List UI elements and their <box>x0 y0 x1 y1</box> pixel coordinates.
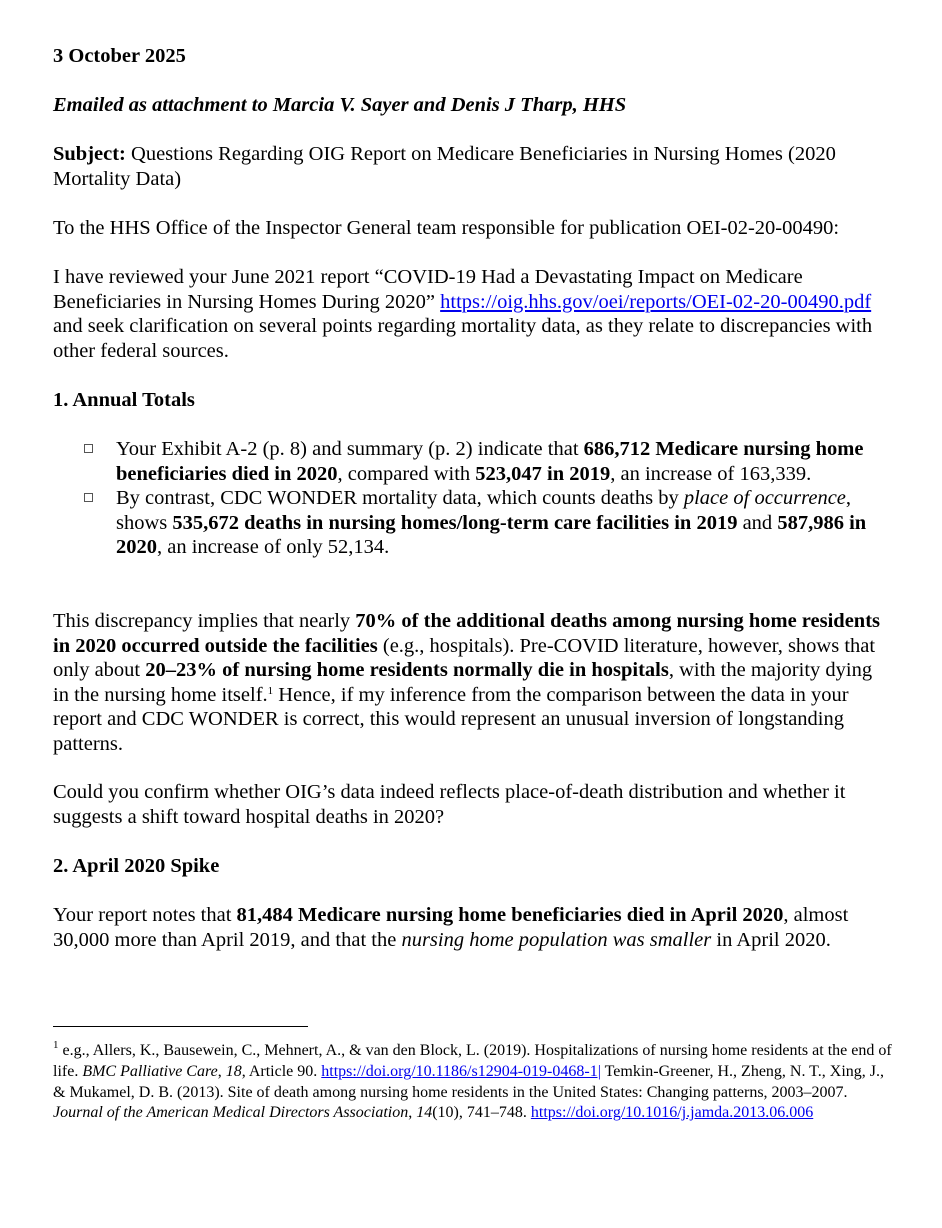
footnote-divider <box>53 1026 308 1027</box>
salutation: To the HHS Office of the Inspector General team responsible for publication OEI-02-20-00490: <box>53 217 840 239</box>
report-link[interactable]: https://oig.hhs.gov/oei/reports/OEI-02-20-00490.pdf <box>440 290 872 313</box>
emailed-line: Emailed as attachment to Marcia V. Sayer and Denis J Tharp, HHS <box>53 94 627 116</box>
section1-heading: 1. Annual Totals <box>53 389 195 411</box>
footnote-number: 1 <box>53 1039 59 1051</box>
footnote: $^1$ e.g., Allers, K., Bausewein, C., Mehnert, A., & van den Block, L. (2019). Hospitalizations of nursing home residents at the end of life. BMC Palliative Care, 18, Article 90. https://doi.org/10.1186/s12904-019-0468-1| Temkin-Greener, H., Zheng, N. T., Xing, J., & Mukamel, D. B. (2013). Site of death among nursing home residents in the United States: Changing patterns, 2003–2007. Journal of the American Medical Directors Association, 14(10), 741–748. https://doi.org/10.1016/j.jamda.2013.06.006 <box>53 1039 892 1122</box>
discrepancy-paragraph: This discrepancy implies that nearly 70% of the additional deaths among nursing home residents in 2020 occurred outside the facilities (e.g., hospitals). Pre-COVID literature, however, shows that only about 20–23% of nursing home residents normally die in hospitals, with the majority dying in the nursing home itself.$^1$ Hence, if my inference from the comparison between the data in your report and CDC WONDER is correct, this would represent an unusual inversion of longstanding patterns. <box>53 610 881 755</box>
list-item: By contrast, CDC WONDER mortality data, which counts deaths by place of occurrence, shows 535,672 deaths in nursing homes/long-term care facilities in 2019 and 587,986 in 2020, an increase of only 52,134. <box>84 486 884 560</box>
intro-text-after: and seek clarification on several points regarding mortality data, as they relate to discrepancies with other federal sources. <box>53 315 873 362</box>
subject-text: Questions Regarding OIG Report on Medicare Beneficiaries in Nursing Homes (2020 Mortality Data) <box>53 143 836 190</box>
section2-heading: 2. April 2020 Spike <box>53 855 220 877</box>
letter-date: 3 October 2025 <box>53 45 186 67</box>
doi-link-temkin[interactable]: https://doi.org/10.1016/j.jamda.2013.06.006 <box>530 1104 814 1122</box>
intro-text-before: I have reviewed your June 2021 report “COVID-19 Had a Devastating Impact on Medicare Beneficiaries in Nursing Homes During 2020” <box>53 266 803 313</box>
list-item: Your Exhibit A-2 (p. 8) and summary (p. 2) indicate that 686,712 Medicare nursing home beneficiaries died in 2020, compared with 523,047 in 2019, an increase of 163,339. <box>84 437 884 486</box>
bullet-list <box>84 437 884 560</box>
question-paragraph: Could you confirm whether OIG’s data indeed reflects place-of-death distribution and whether it suggests a shift toward hospital deaths in 2020? <box>53 781 846 828</box>
intro-paragraph <box>53 265 893 363</box>
april-paragraph: Your report notes that 81,484 Medicare nursing home beneficiaries died in April 2020, almost 30,000 more than April 2019, and that the nursing home population was smaller in April 2020. <box>53 904 849 951</box>
bullet-box-icon <box>84 493 93 502</box>
bullet-box-icon <box>84 444 93 453</box>
footnote-marker: 1 <box>267 684 274 697</box>
doi-link-allers[interactable]: https://doi.org/10.1186/s12904-019-0468-1| <box>321 1062 601 1080</box>
subject-label: Subject: <box>53 143 126 165</box>
subject-line <box>53 142 893 191</box>
